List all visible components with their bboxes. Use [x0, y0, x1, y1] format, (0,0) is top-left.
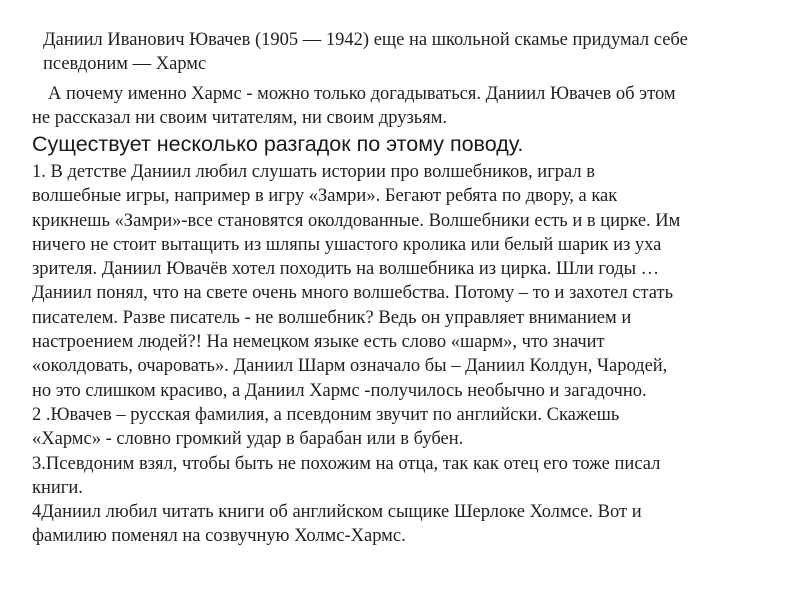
body-line: 1. В детстве Даниил любил слушать истории про волшебников, играл в [32, 162, 595, 182]
body-line: зрителя. Даниил Ювачёв хотел походить на волшебника из цирка. Шли годы … [32, 259, 660, 280]
intro-line-2: псевдоним — Хармс [43, 54, 207, 75]
body-line: фамилию поменял на созвучную Холмс-Хармс. [32, 526, 406, 547]
body-line: книги. [32, 477, 83, 498]
body-line: 4Даниил любил читать книги об английском сыщике Шерлоке Холмсе. Вот и [32, 502, 642, 523]
intro-paragraph [43, 28, 783, 77]
body-line: крикнешь «Замри»-все становятся околдованные. Волшебники есть и в цирке. Им [32, 210, 681, 231]
question-line-2: не рассказал ни своим читателям, ни своим друзьям. [32, 108, 448, 129]
body-line: 3.Псевдоним взял, чтобы быть не похожим на отца, так как отец его тоже писал [32, 453, 661, 474]
question-paragraph [32, 82, 792, 131]
body-line: Даниил понял, что на свете очень много волшебства. Потому – то и захотел стать [32, 283, 674, 304]
body-line: 2 .Ювачев – русская фамилия, а псевдоним звучит по английски. Скажешь [32, 404, 620, 425]
section-heading: Существует несколько разгадок по этому поводу. [32, 132, 524, 156]
question-line-1: А почему именно Хармс - можно только догадываться. Даниил Ювачев об этом [48, 84, 676, 104]
body-line: писателем. Разве писатель - не волшебник? Ведь он управляет вниманием и [32, 307, 632, 328]
intro-line-1: Даниил Иванович Ювачев (1905 — 1942) еще на школьной скамье придумал себе [43, 30, 688, 50]
body-line: ничего не стоит вытащить из шляпы ушастого кролика или белый шарик из уха [32, 234, 662, 255]
body-line: «Хармс» - словно громкий удар в барабан или в бубен. [32, 429, 464, 450]
body-line: но это слишком красиво, а Даниил Хармс -получилось необычно и загадочно. [32, 380, 647, 401]
explanations-paragraph [32, 160, 792, 549]
body-line: «околдовать, очаровать». Даниил Шарм означало бы – Даниил Колдун, Чародей, [32, 356, 668, 377]
body-line: волшебные игры, например в игру «Замри». Бегают ребята по двору, а как [32, 186, 618, 207]
body-line: настроением людей?! На немецком языке есть слово «шарм», что значит [32, 332, 605, 353]
